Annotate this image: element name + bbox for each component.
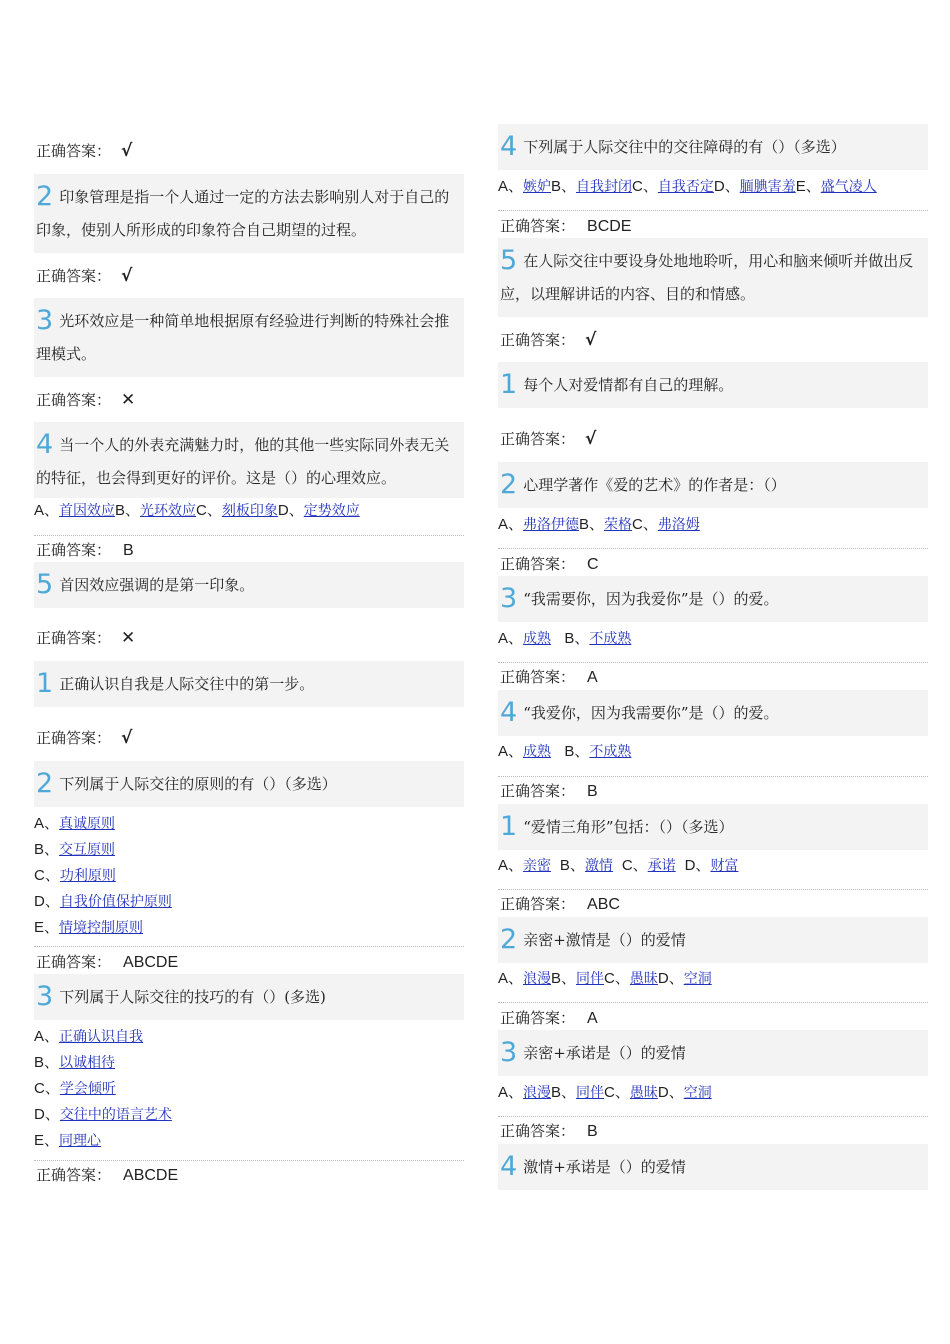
- question-number: 4: [500, 1151, 518, 1182]
- option-key: D、: [684, 857, 711, 874]
- option-link[interactable]: 空洞: [683, 1085, 712, 1101]
- option-link[interactable]: 情境控制原则: [59, 920, 144, 936]
- option-key: C、: [34, 867, 60, 884]
- option-link[interactable]: 以诚相待: [59, 1055, 116, 1071]
- option-link[interactable]: 学会倾听: [59, 1081, 116, 1097]
- answer-value: B: [587, 783, 598, 800]
- question-text: 下列属于人际交往中的交往障碍的有（）（多选）: [523, 138, 846, 156]
- option-key: B、: [559, 857, 585, 874]
- option-key: D、: [657, 1084, 684, 1101]
- question-block: [34, 422, 464, 498]
- option-key: D、: [277, 502, 304, 519]
- question-block: [34, 298, 464, 377]
- option-link[interactable]: 荣格: [604, 517, 633, 533]
- answer-label: 正确答案：: [500, 895, 576, 913]
- answer-value: A: [587, 1010, 598, 1027]
- answer-label: 正确答案：: [36, 142, 112, 160]
- question-block: [498, 1144, 928, 1190]
- option-link[interactable]: 愚昧: [629, 971, 658, 987]
- question-text: 印象管理是指一个人通过一定的方法去影响别人对于自己的印象，使别人所形成的印象符合自己期望的过程。: [36, 188, 450, 239]
- answer-value: B: [123, 542, 134, 559]
- option-link[interactable]: 盛气凌人: [820, 179, 877, 195]
- divider: [34, 946, 464, 947]
- option-link[interactable]: 同理心: [59, 1133, 102, 1149]
- question-number: 3: [36, 981, 54, 1012]
- answer-line: [36, 1164, 178, 1185]
- answer-mark: ✕: [121, 628, 136, 648]
- answer-label: 正确答案：: [500, 782, 576, 800]
- answer-mark: ✕: [121, 390, 136, 410]
- answer-label: 正确答案：: [36, 391, 112, 409]
- option-key: A、: [498, 970, 524, 987]
- question-text: 下列属于人际交往的技巧的有（）(多选): [59, 988, 326, 1006]
- option-list: [34, 811, 172, 941]
- question-text: 当一个人的外表充满魅力时，他的其他一些实际同外表无关的特征，也会得到更好的评价。这是（）的心理效应。: [36, 436, 450, 487]
- answer-line: [36, 627, 135, 648]
- answer-value: ABC: [587, 896, 620, 913]
- option-link[interactable]: 刻板印象: [221, 503, 278, 519]
- answer-label: 正确答案：: [36, 629, 112, 647]
- question-block: [34, 761, 464, 807]
- option-link[interactable]: 承诺: [647, 858, 676, 874]
- option-key: C、: [34, 1080, 60, 1097]
- option-key: A、: [498, 743, 524, 760]
- option-key: C、: [196, 502, 222, 519]
- answer-line: [36, 140, 132, 161]
- answer-value: BCDE: [587, 218, 632, 235]
- option-link[interactable]: 光环效应: [140, 503, 197, 519]
- answer-value: B: [587, 1123, 598, 1140]
- option-key: C、: [632, 516, 658, 533]
- option-row: [34, 501, 360, 521]
- answer-line: [500, 1007, 598, 1028]
- question-number: 3: [500, 583, 518, 614]
- option-key: A、: [34, 815, 60, 832]
- option-key: E、: [34, 919, 60, 936]
- question-number: 4: [500, 697, 518, 728]
- answer-label: 正确答案：: [36, 541, 112, 559]
- option-link[interactable]: 嫉妒: [523, 179, 552, 195]
- answer-label: 正确答案：: [500, 1009, 576, 1027]
- answer-line: [36, 539, 134, 560]
- answer-line: [36, 951, 178, 972]
- option-key: C、: [621, 857, 648, 874]
- question-text: 亲密+激情是（）的爱情: [523, 931, 686, 949]
- option-key: A、: [498, 857, 524, 874]
- divider: [498, 776, 928, 777]
- question-text: 在人际交往中要设身处地地聆听，用心和脑来倾听并做出反应，以理解讲话的内容、目的和情感。: [500, 252, 914, 303]
- question-block: [498, 576, 928, 622]
- option-key: B、: [579, 516, 605, 533]
- answer-mark: √: [121, 728, 133, 748]
- option-link[interactable]: 激情: [584, 858, 613, 874]
- option-link[interactable]: 成熟: [523, 631, 552, 647]
- answer-line: [500, 893, 620, 914]
- divider: [34, 1160, 464, 1161]
- answer-line: [500, 666, 598, 687]
- question-number: 3: [36, 305, 54, 336]
- answer-value: ABCDE: [123, 1167, 179, 1184]
- question-number: 5: [500, 245, 518, 276]
- question-text: 下列属于人际交往的原则的有（）（多选）: [59, 775, 337, 793]
- answer-label: 正确答案：: [500, 217, 576, 235]
- option-link[interactable]: 同伴: [576, 971, 605, 987]
- option-key: D、: [713, 178, 740, 195]
- option-link[interactable]: 自我封闭: [576, 179, 633, 195]
- option-key: A、: [34, 502, 60, 519]
- question-block: [498, 238, 928, 317]
- option-key: A、: [498, 630, 524, 647]
- option-link[interactable]: 成熟: [523, 744, 552, 760]
- divider: [498, 1116, 928, 1117]
- question-block: [34, 661, 464, 707]
- option-link[interactable]: 首因效应: [59, 503, 116, 519]
- question-text: “爱情三角形”包括：（）（多选）: [523, 818, 734, 836]
- option-key: A、: [34, 1028, 60, 1045]
- option-link[interactable]: 愚昧: [629, 1085, 658, 1101]
- answer-value: A: [587, 669, 598, 686]
- question-text: “我需要你，因为我爱你”是（）的爱。: [523, 590, 779, 608]
- question-number: 1: [500, 811, 518, 842]
- option-row: [498, 856, 738, 876]
- question-text: 心理学著作《爱的艺术》的作者是：（）: [523, 476, 786, 494]
- answer-mark: √: [121, 141, 133, 161]
- option-key: A、: [498, 178, 524, 195]
- answer-label: 正确答案：: [500, 555, 576, 573]
- option-link[interactable]: 功利原则: [59, 868, 116, 884]
- divider: [498, 889, 928, 890]
- question-block: [498, 804, 928, 850]
- question-text: “我爱你，因为我需要你”是（）的爱。: [523, 704, 779, 722]
- question-text: 首因效应强调的是第一印象。: [59, 576, 255, 594]
- question-number: 2: [36, 181, 54, 212]
- option-row: [498, 742, 631, 762]
- option-link[interactable]: 交互原则: [59, 842, 116, 858]
- option-key: B、: [564, 743, 590, 760]
- question-text: 光环效应是一种简单地根据原有经验进行判断的特殊社会推理模式。: [36, 312, 450, 363]
- option-link[interactable]: 同伴: [576, 1085, 605, 1101]
- answer-value: C: [587, 556, 599, 573]
- option-key: A、: [498, 516, 524, 533]
- answer-label: 正确答案：: [500, 331, 576, 349]
- option-key: D、: [34, 1106, 60, 1123]
- answer-label: 正确答案：: [36, 1166, 112, 1184]
- option-row: [498, 969, 712, 989]
- option-key: B、: [551, 178, 577, 195]
- option-key: E、: [795, 178, 821, 195]
- option-row: [498, 515, 700, 535]
- answer-line: [36, 389, 135, 410]
- option-key: D、: [657, 970, 684, 987]
- question-number: 4: [36, 429, 54, 460]
- divider: [498, 210, 928, 211]
- option-key: B、: [551, 970, 577, 987]
- question-number: 4: [500, 131, 518, 162]
- option-key: E、: [34, 1132, 60, 1149]
- answer-mark: √: [585, 429, 597, 449]
- question-block: [34, 562, 464, 608]
- question-block: [498, 1030, 928, 1076]
- question-block: [498, 124, 928, 170]
- divider: [34, 535, 464, 536]
- option-link[interactable]: 浪漫: [523, 1085, 552, 1101]
- answer-line: [500, 553, 599, 574]
- option-link[interactable]: 财富: [710, 858, 739, 874]
- answer-line: [36, 265, 132, 286]
- divider: [498, 548, 928, 549]
- option-link[interactable]: 正确认识自我: [59, 1029, 144, 1045]
- option-link[interactable]: 不成熟: [589, 744, 632, 760]
- answer-value: ABCDE: [123, 954, 179, 971]
- option-key: B、: [34, 841, 60, 858]
- question-number: 1: [36, 668, 54, 699]
- answer-label: 正确答案：: [500, 1122, 576, 1140]
- answer-label: 正确答案：: [500, 668, 576, 686]
- question-number: 2: [36, 768, 54, 799]
- answer-line: [500, 215, 631, 236]
- option-row: [498, 629, 631, 649]
- question-text: 激情+承诺是（）的爱情: [523, 1158, 686, 1176]
- option-link[interactable]: 弗洛姆: [657, 517, 700, 533]
- answer-line: [36, 727, 132, 748]
- option-link[interactable]: 浪漫: [523, 971, 552, 987]
- question-number: 2: [500, 924, 518, 955]
- answer-line: [500, 1120, 598, 1141]
- question-text: 亲密+承诺是（）的爱情: [523, 1044, 686, 1062]
- divider: [498, 662, 928, 663]
- option-link[interactable]: 空洞: [683, 971, 712, 987]
- option-key: B、: [34, 1054, 60, 1071]
- option-key: B、: [551, 1084, 577, 1101]
- answer-line: [500, 329, 596, 350]
- option-link[interactable]: 亲密: [523, 858, 552, 874]
- option-key: C、: [604, 970, 630, 987]
- question-block: [498, 917, 928, 963]
- answer-label: 正确答案：: [36, 953, 112, 971]
- divider: [498, 1002, 928, 1003]
- option-key: C、: [632, 178, 658, 195]
- option-link[interactable]: 交往中的语言艺术: [59, 1107, 172, 1123]
- option-link[interactable]: 定势效应: [303, 503, 360, 519]
- option-link[interactable]: 真诚原则: [59, 816, 116, 832]
- answer-label: 正确答案：: [500, 430, 576, 448]
- option-link[interactable]: 弗洛伊德: [523, 517, 580, 533]
- question-block: [498, 690, 928, 736]
- option-row: [498, 177, 877, 197]
- question-block: [34, 174, 464, 253]
- question-number: 5: [36, 569, 54, 600]
- answer-mark: √: [585, 330, 597, 350]
- question-text: 每个人对爱情都有自己的理解。: [523, 376, 734, 394]
- option-link[interactable]: 自我价值保护原则: [59, 894, 172, 910]
- option-key: D、: [34, 893, 60, 910]
- option-key: A、: [498, 1084, 524, 1101]
- question-number: 3: [500, 1037, 518, 1068]
- option-link[interactable]: 自我否定: [657, 179, 714, 195]
- question-block: [34, 974, 464, 1020]
- answer-label: 正确答案：: [36, 729, 112, 747]
- question-number: 1: [500, 369, 518, 400]
- answer-line: [500, 780, 598, 801]
- question-block: [498, 462, 928, 508]
- option-link[interactable]: 不成熟: [589, 631, 632, 647]
- option-link[interactable]: 腼腆害羞: [739, 179, 796, 195]
- answer-label: 正确答案：: [36, 267, 112, 285]
- question-block: [498, 362, 928, 408]
- option-row: [498, 1083, 712, 1103]
- option-key: B、: [564, 630, 590, 647]
- question-number: 2: [500, 469, 518, 500]
- option-list: [34, 1024, 172, 1154]
- option-key: C、: [604, 1084, 630, 1101]
- option-key: B、: [115, 502, 141, 519]
- answer-line: [500, 428, 596, 449]
- answer-mark: √: [121, 266, 133, 286]
- question-text: 正确认识自我是人际交往中的第一步。: [59, 675, 315, 693]
